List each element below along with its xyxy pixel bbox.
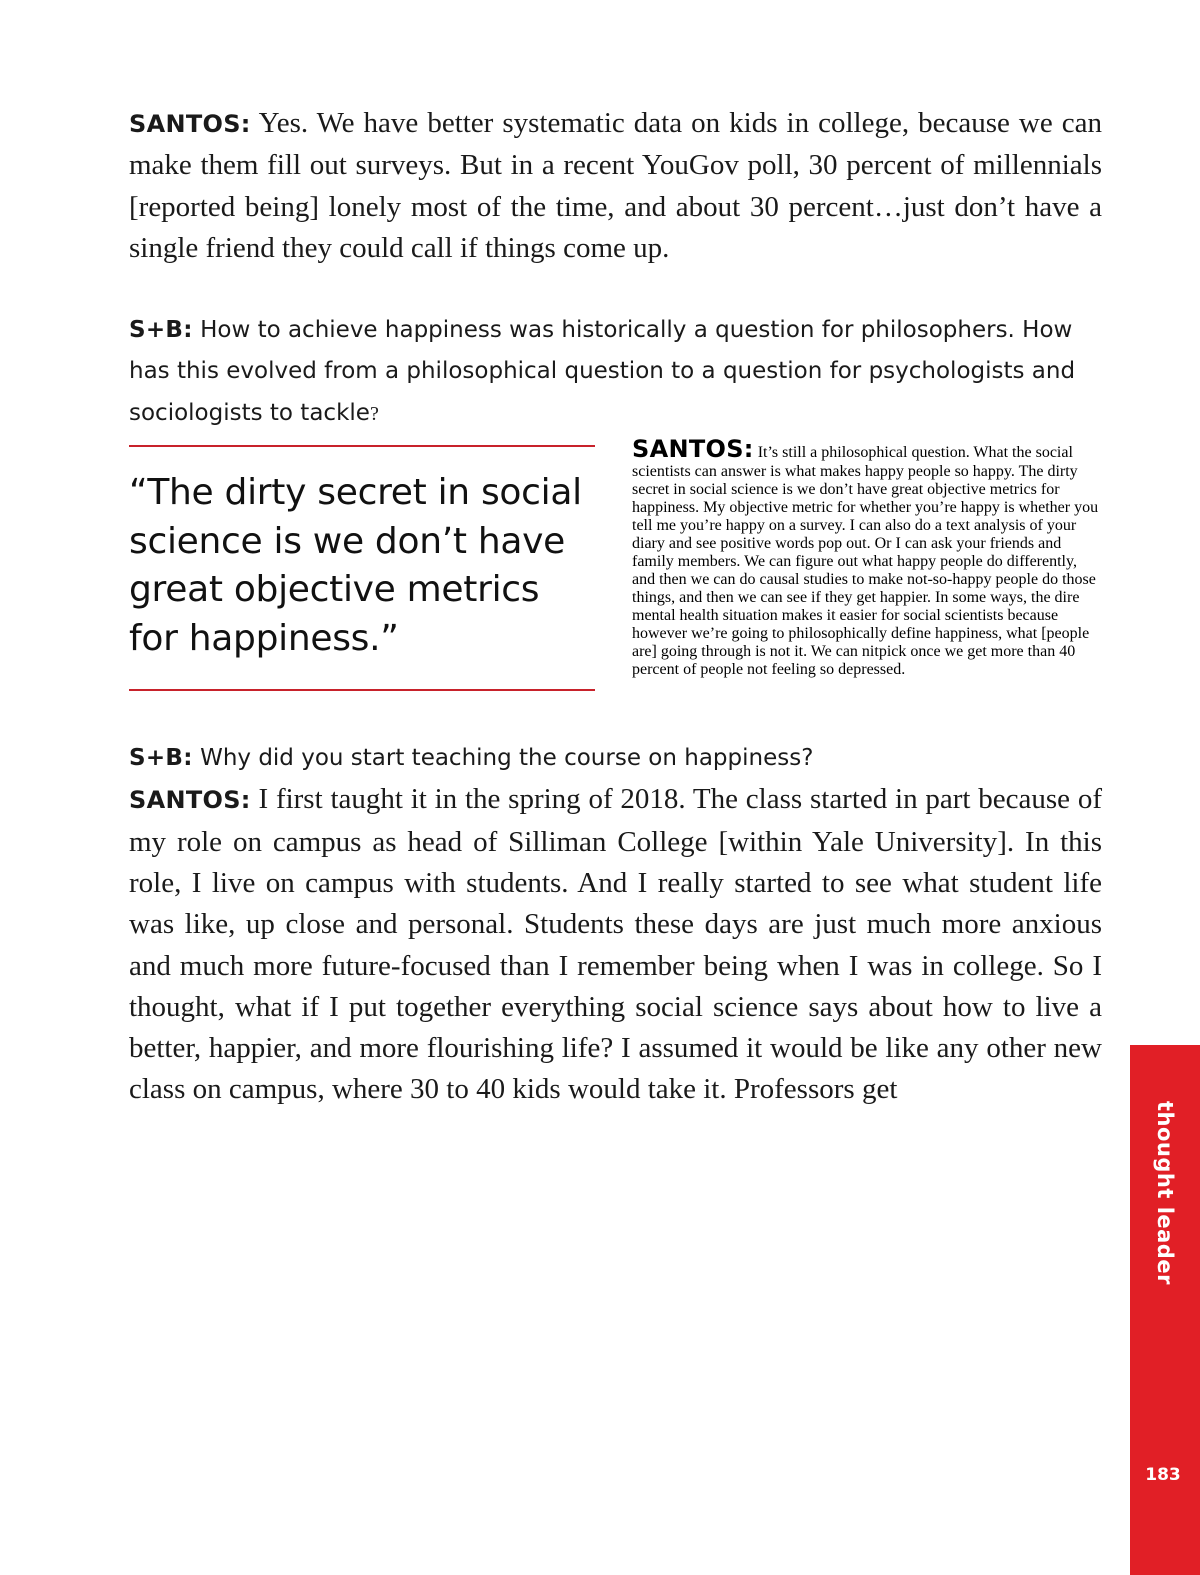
speaker-label: SANTOS: bbox=[632, 435, 754, 464]
pull-quote bbox=[129, 445, 595, 691]
interview-question-1 bbox=[129, 310, 1102, 435]
pull-quote-text: “The dirty secret in social science is we don’t have great objective metrics for happiness.” bbox=[129, 472, 582, 659]
section-tab-label: thought leader bbox=[1153, 1101, 1177, 1285]
answer-text: I first taught it in the spring of 2018. The class started in part because of my role on campus as head of Silliman College [within Yale University]. In this role, I live on campus with students. And I really started to see what student life was like, up close and personal. Students these days are just much more anxious and much more future-focused than I remember being when I was in college. So I thought, what if I put together everything social science says about how to live a better, happier, and more flourishing life? I assumed it would be like any other new class on campus, where 30 to 40 kids would take it. Professors get bbox=[129, 783, 1102, 1106]
interviewer-label: S+B: bbox=[129, 745, 193, 772]
question-text: How to achieve happiness was historically a question for philosophers. How has this evolved from a philosophical question to a question for psychologists and sociologists to tackle bbox=[129, 317, 1076, 426]
answer-text: Yes. We have better systematic data on kids in college, because we can make them fill out surveys. But in a recent YouGov poll, 30 percent of millennials [reported being] lonely most of the time, and about 30 percent…just don’t have a single friend they could call if things come up. bbox=[129, 107, 1102, 264]
question-mark: ? bbox=[369, 402, 379, 425]
interviewer-label: S+B: bbox=[129, 317, 193, 344]
answer-paragraph-3 bbox=[129, 779, 1102, 1110]
answer-text: It’s still a philosophical question. What the social scientists can answer is what makes happy people so happy. The dirty secret in social science is we don’t have great objective metrics for happiness. My objective metric for whether you’re happy is whether you tell me you’re happy on a survey. I can also do a text analysis of your diary and see positive words pop out. Or I can ask your friends and family members. We can figure out what happy people do differently, and then we can do causal studies to make not-so-happy people do those things, and then we can see if they get happier. In some ways, the dire mental health situation makes it easier for social scientists because however we’re going to philosophically define happiness, what [people are] going through is not it. We can nitpick once we get more than 40 percent of people not feeling so depressed. bbox=[632, 444, 1099, 679]
question-text: Why did you start teaching the course on happiness? bbox=[192, 745, 814, 772]
article-body bbox=[129, 103, 1102, 1111]
section-tab bbox=[1130, 1045, 1200, 1575]
page-number: 183 bbox=[1145, 1465, 1181, 1485]
answer-paragraph-1 bbox=[129, 103, 1102, 269]
speaker-label: SANTOS: bbox=[129, 110, 251, 138]
interview-question-2 bbox=[129, 738, 1102, 779]
speaker-label: SANTOS: bbox=[129, 786, 251, 815]
